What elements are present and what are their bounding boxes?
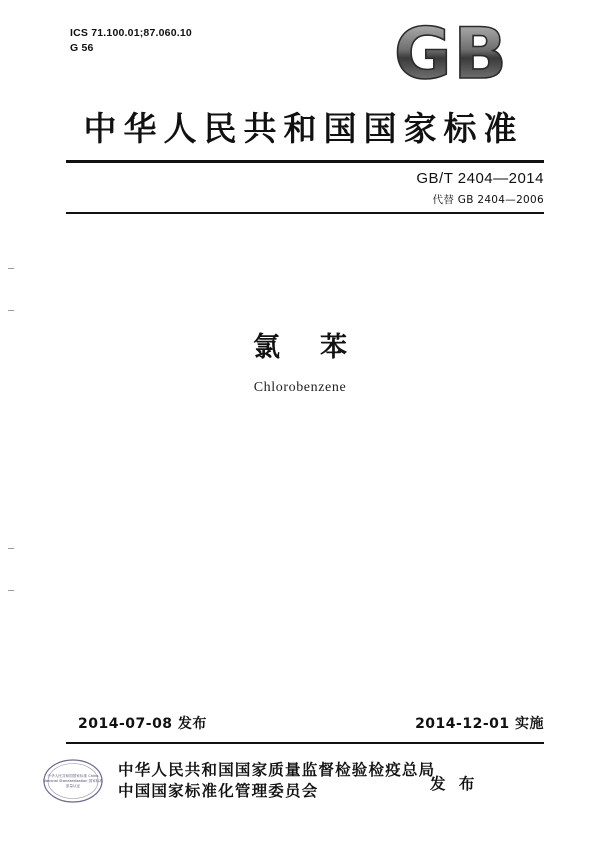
issue-date: 2014-07-08 发布 xyxy=(78,716,207,732)
official-seal-icon xyxy=(42,758,104,804)
margin-tick xyxy=(8,268,14,269)
gb-logo-icon xyxy=(394,22,544,88)
ccs-code: G 56 xyxy=(70,42,94,54)
ics-code: ICS 71.100.01;87.060.10 xyxy=(70,27,192,39)
svg-text:GB: GB xyxy=(394,22,509,88)
subject-title-en: Chlorobenzene xyxy=(253,380,347,395)
standard-number: GB/T 2404—2014 xyxy=(416,170,544,187)
page-title: 中华人民共和国国家标准 xyxy=(83,109,524,148)
standard-replaces: 代替 GB 2404—2006 xyxy=(432,194,544,206)
subject-title-cn: 氯苯 xyxy=(253,332,387,363)
seal-text: 中华人民共和国国家标准 China National Standardization 国家标准 质量认证 xyxy=(43,773,103,788)
margin-tick xyxy=(8,310,14,311)
divider-middle xyxy=(66,212,544,214)
margin-tick xyxy=(8,590,14,591)
divider-top xyxy=(66,160,544,163)
ics-classification xyxy=(70,26,192,56)
margin-tick xyxy=(8,548,14,549)
divider-bottom xyxy=(66,742,544,744)
implementation-date: 2014-12-01 实施 xyxy=(415,716,544,732)
issue-verb: 发 布 xyxy=(430,775,479,793)
issuer-primary: 中华人民共和国国家质量监督检验检疫总局 xyxy=(118,761,436,779)
issuer-secondary: 中国国家标准化管理委员会 xyxy=(118,782,319,800)
